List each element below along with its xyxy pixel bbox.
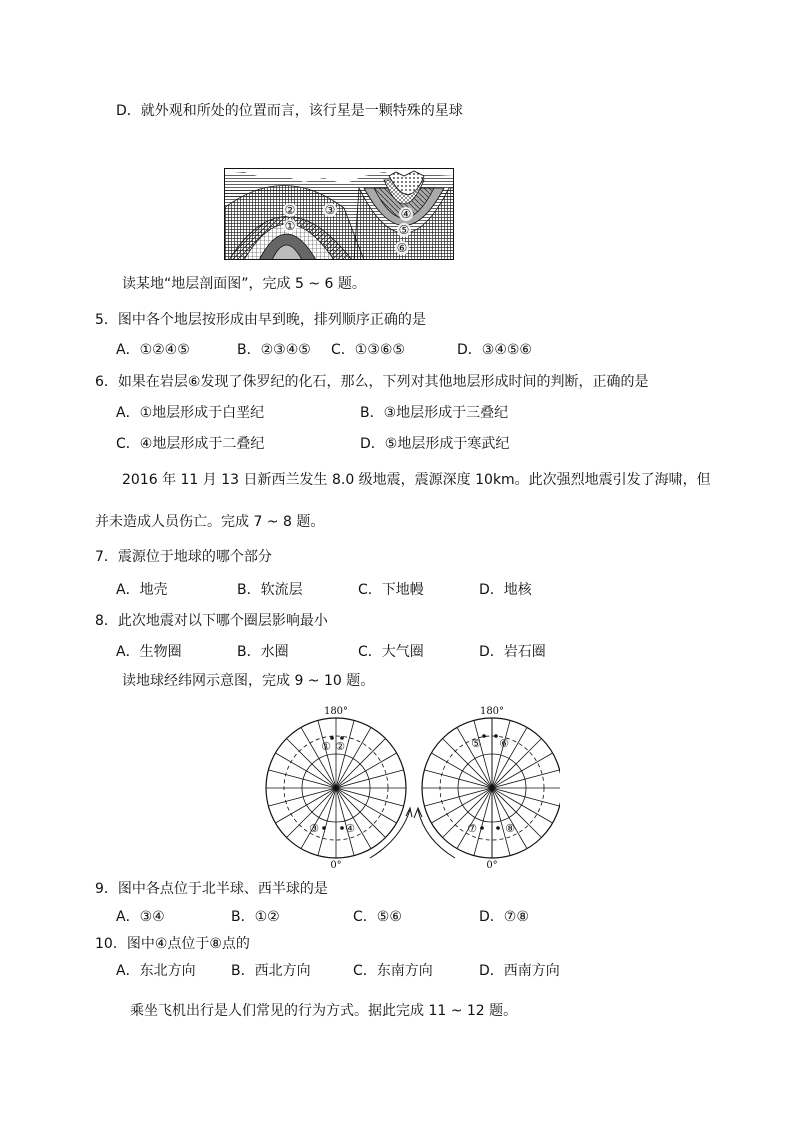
q4-option-d: D．就外观和所处的位置而言，该行星是一颗特殊的星球 [116, 103, 463, 119]
q10-option-d[interactable]: D．西南方向 [479, 963, 560, 979]
left-polar-grid [266, 718, 412, 858]
point-label-3: ③ [309, 822, 319, 835]
point-label-2: ② [335, 740, 345, 753]
q10-option-a[interactable]: A．东北方向 [116, 963, 196, 979]
point-label-5: ⑤ [471, 737, 481, 750]
q6-option-b[interactable]: B．③地层形成于三叠纪 [360, 405, 509, 421]
q8-option-b[interactable]: B．水圈 [237, 644, 289, 660]
q6-option-c[interactable]: C．④地层形成于二叠纪 [116, 436, 265, 452]
q7-stem: 7．震源位于地球的哪个部分 [95, 549, 272, 565]
q9-option-d[interactable]: D．⑦⑧ [479, 909, 529, 925]
q5-option-a[interactable]: A．①②④⑤ [116, 342, 190, 358]
strata-cross-section-figure [224, 168, 454, 260]
q9-option-b[interactable]: B．①② [231, 909, 280, 925]
intro-7-8-line1: 2016 年 11 月 13 日新西兰发生 8.0 级地震，震源深度 10km。此次强烈地震引发了海啸，但 [122, 472, 711, 488]
q7-option-b[interactable]: B．软流层 [237, 582, 303, 598]
q8-option-d[interactable]: D．岩石圈 [479, 644, 546, 660]
q9-option-c[interactable]: C．⑤⑥ [353, 909, 402, 925]
point-label-4: ④ [345, 822, 355, 835]
intro-9-10: 读地球经纬网示意图，完成 9 ~ 10 题。 [122, 673, 375, 689]
q6-option-a[interactable]: A．①地层形成于白垩纪 [116, 405, 265, 421]
strata-label-3: ③ [324, 203, 336, 217]
q8-option-a[interactable]: A．生物圈 [116, 644, 182, 660]
point-label-7: ⑦ [467, 822, 477, 835]
point-label-8: ⑧ [505, 822, 515, 835]
strata-label-1: ① [284, 219, 296, 233]
q6-option-d[interactable]: D．⑤地层形成于寒武纪 [360, 436, 510, 452]
strata-label-4: ④ [400, 207, 412, 221]
point-label-6: ⑥ [499, 737, 509, 750]
q7-option-a[interactable]: A．地壳 [116, 582, 168, 598]
q8-option-c[interactable]: C．大气圈 [358, 644, 424, 660]
right-globe-180-label: 180° [479, 706, 505, 717]
q7-option-d[interactable]: D．地核 [479, 582, 532, 598]
intro-11-12: 乘坐飞机出行是人们常见的行为方式。据此完成 11 ~ 12 题。 [130, 1003, 518, 1019]
q5-option-c[interactable]: C．①③⑥⑤ [331, 342, 405, 358]
q10-option-c[interactable]: C．东南方向 [353, 963, 433, 979]
right-globe-0-label: 0° [486, 860, 498, 871]
q5-option-d[interactable]: D．③④⑤⑥ [457, 342, 532, 358]
q10-option-b[interactable]: B．西北方向 [231, 963, 311, 979]
q10-stem: 10．图中④点位于⑧点的 [95, 936, 250, 952]
strata-label-6: ⑥ [396, 241, 408, 255]
q5-option-b[interactable]: B．②③④⑤ [237, 342, 311, 358]
strata-label-2: ② [284, 203, 296, 217]
intro-5-6: 读某地“地层剖面图”，完成 5 ~ 6 题。 [122, 276, 366, 292]
q5-stem: 5．图中各个地层按形成由早到晚，排列顺序正确的是 [95, 312, 426, 328]
q9-stem: 9．图中各点位于北半球、西半球的是 [95, 881, 328, 897]
q9-option-a[interactable]: A．③④ [116, 909, 165, 925]
right-polar-grid [414, 718, 560, 858]
q7-option-c[interactable]: C．下地幔 [358, 582, 424, 598]
q6-stem: 6．如果在岩层⑥发现了侏罗纪的化石，那么，下列对其他地层形成时间的判断，正确的是 [95, 374, 649, 390]
left-globe-0-label: 0° [330, 860, 342, 871]
intro-7-8-line2: 并未造成人员伤亡。完成 7 ~ 8 题。 [95, 514, 325, 530]
q8-stem: 8．此次地震对以下哪个圈层影响最小 [95, 613, 328, 629]
globe-grid-figure [260, 700, 560, 875]
point-label-1: ① [321, 740, 331, 753]
left-globe-180-label: 180° [323, 706, 349, 717]
strata-label-5: ⑤ [398, 223, 410, 237]
